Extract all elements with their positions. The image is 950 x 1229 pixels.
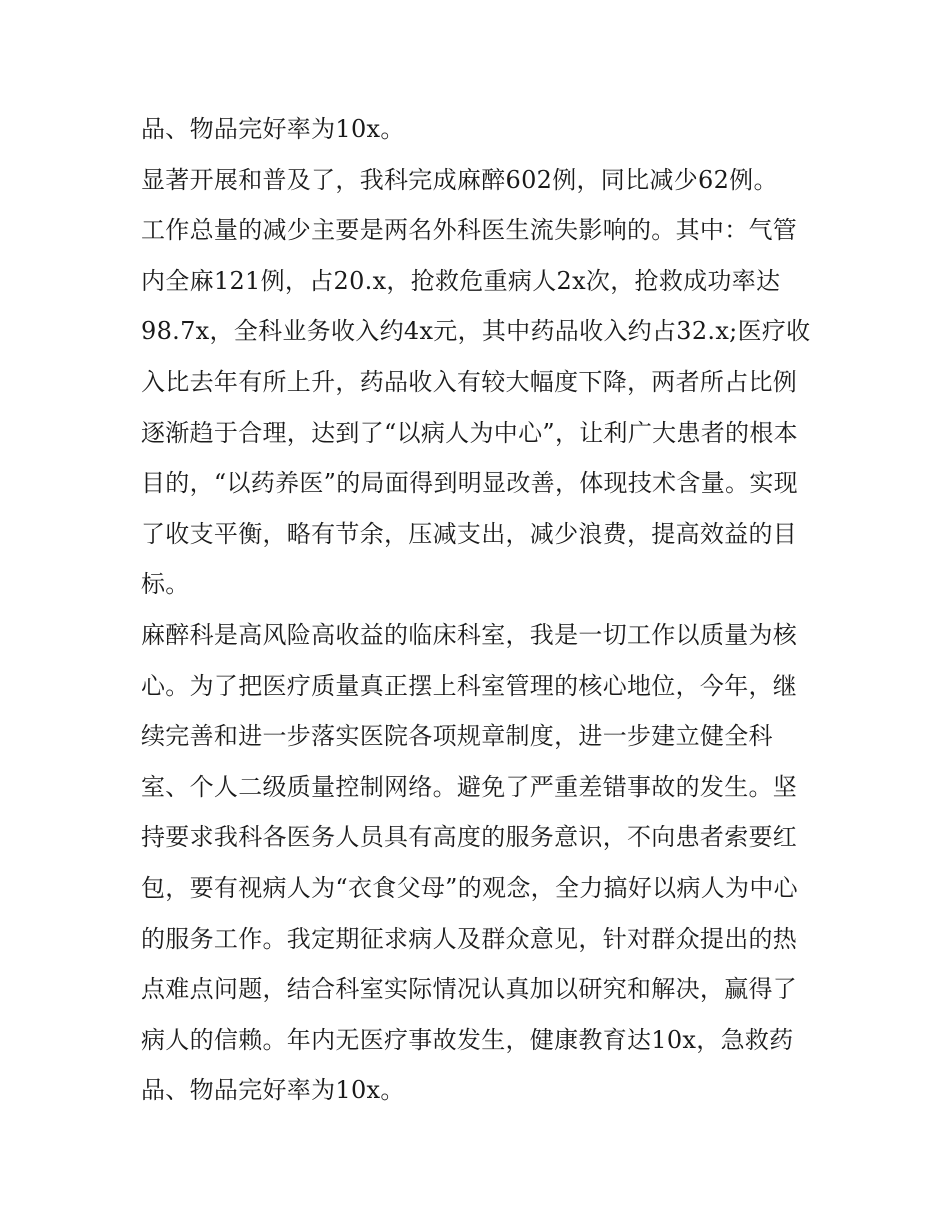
text-line-1: 品、物品完好率为10x。	[141, 115, 405, 143]
text-line-9: 了收支平衡，略有节余，压减支出，减少浪费，提高效益的目	[141, 519, 798, 548]
text-line-17: 的服务工作。我定期征求病人及群众意见，针对群众提出的热	[141, 924, 798, 953]
text-line-7: 逐渐趋于合理，达到了“以病人为中心”，让利广大患者的根本	[141, 418, 798, 447]
text-line-16: 包，要有视病人为“衣食父母”的观念，全力搞好以病人为中心	[141, 873, 798, 902]
text-line-10: 标。	[141, 570, 190, 599]
text-line-8: 目的，“以药养医”的局面得到明显改善，体现技术含量。实现	[141, 469, 798, 498]
text-line-3: 工作总量的减少主要是两名外科医生流失影响的。其中：气管	[141, 216, 798, 245]
text-line-19: 病人的信赖。年内无医疗事故发生，健康教育达10x，急救药	[141, 1025, 794, 1054]
text-line-15: 持要求我科各医务人员具有高度的服务意识，不向患者索要红	[141, 823, 798, 852]
text-line-12: 心。为了把医疗质量真正摆上科室管理的核心地位，今年，继	[141, 671, 798, 700]
text-line-18: 点难点问题，结合科室实际情况认真加以研究和解决，赢得了	[141, 975, 798, 1004]
text-line-2: 显著开展和普及了，我科完成麻醉602例，同比减少62例。	[141, 165, 778, 194]
body-text	[141, 104, 821, 1116]
text-line-14: 室、个人二级质量控制网络。避免了严重差错事故的发生。坚	[141, 772, 798, 801]
text-line-5: 98.7x，全科业务收入约4x元，其中药品收入约占32.x;医疗收	[141, 317, 811, 346]
text-line-6: 入比去年有所上升，药品收入有较大幅度下降，两者所占比例	[141, 367, 798, 396]
text-line-20: 品、物品完好率为10x。	[141, 1076, 405, 1105]
text-line-4: 内全麻121例，占20.x，抢救危重病人2x次，抢救成功率达	[141, 266, 781, 295]
text-line-11: 麻醉科是高风险高收益的临床科室，我是一切工作以质量为核	[141, 620, 798, 649]
text-line-13: 续完善和进一步落实医院各项规章制度，进一步建立健全科	[141, 722, 773, 751]
